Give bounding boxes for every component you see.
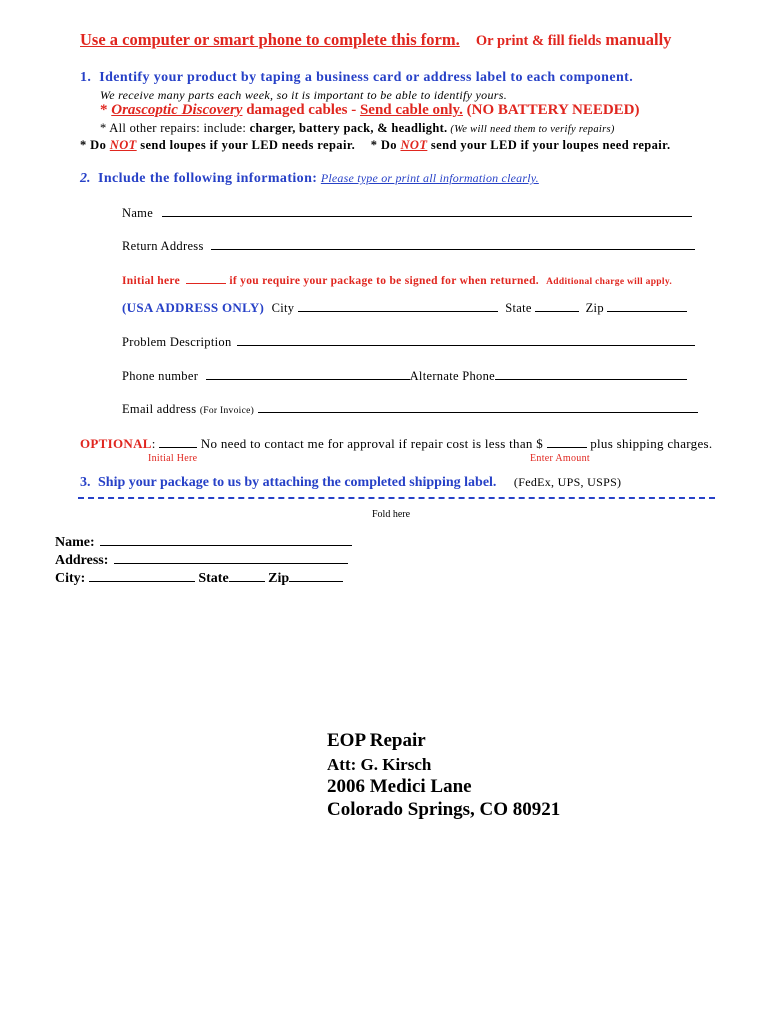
name-field-row [122,205,692,221]
state-input-line[interactable] [535,300,579,312]
ship-to-street: 2006 Medici Lane [327,776,472,797]
step3-number: 3. [80,475,91,490]
email-row [122,401,698,417]
phone-row [122,368,687,384]
header-secondary-a: Or print & fill fields [475,33,602,49]
ship-to-attention: Att: G. Kirsch [327,755,432,774]
carriers-note: (FedEx, UPS, USPS) [513,475,622,489]
initial-label: Initial here [122,275,181,287]
alternate-phone-label: Alternate Phone [409,369,495,383]
label-address-line[interactable] [114,551,348,564]
label-name-text: Name: [55,535,95,550]
name-input-line[interactable] [162,205,692,217]
step2-number: 2. [80,171,91,186]
return-address-input-line[interactable] [211,238,695,250]
optional-initial-hint: Initial Here [148,453,198,464]
fold-here-label: Fold here [372,509,411,520]
zip-input-line[interactable] [607,300,687,312]
email-invoice-note: (For Invoice) [199,406,255,416]
problem-description-row [122,334,695,350]
step1-note: We receive many parts each week, so it is important to be able to identify yours. [100,88,507,102]
label-zip-text: Zip [268,571,290,586]
label-city-line[interactable] [89,569,195,582]
label-address-row [55,551,348,569]
problem-description-label: Problem Description [122,335,232,349]
label-name-row [55,533,352,551]
city-state-zip-row [122,300,687,316]
ship-to-city-state-zip: Colorado Springs, CO 80921 [327,799,561,820]
email-label: Email address [122,402,197,416]
initial-signature-line[interactable] [186,272,226,284]
usa-address-only-label: (USA ADDRESS ONLY) [122,300,265,315]
label-zip-line[interactable] [289,569,343,582]
step2-title-text: Include the following information: [98,171,318,186]
label-name-line[interactable] [100,533,352,546]
step2-title [80,171,539,187]
email-input-line[interactable] [258,401,698,413]
step2-hint: Please type or print all information clearly. [320,171,539,185]
label-state-text: State [198,571,229,586]
optional-amount-hint: Enter Amount [530,453,590,464]
state-label: State [505,301,532,315]
led-loupe-warning: * Do NOT send loupes if your LED needs repair. * Do NOT send your LED if your loupes need repair. [80,138,671,152]
city-label: City [271,301,295,315]
cable-brand: Orascoptic Discovery [111,102,243,118]
ship-to-company: EOP Repair [327,730,426,751]
other-repairs-note: * All other repairs: include: charger, battery pack, & headlight. (We will need them to verify repairs) [100,121,615,135]
header-instruction [80,30,671,50]
cable-instruction: * Orascoptic Discovery damaged cables - Send cable only. (NO BATTERY NEEDED) [100,102,640,118]
step3-title [80,475,621,491]
initial-signature-row: Initial here if you require your package to be signed for when returned. Additional charge will apply. [122,272,672,287]
label-state-line[interactable] [229,569,265,582]
label-city-row [55,569,343,587]
header-secondary-b: manually [605,30,672,49]
city-input-line[interactable] [298,300,498,312]
label-city-text: City: [55,571,86,586]
additional-charge-note: Additional charge will apply. [546,277,673,287]
problem-description-input-line[interactable] [237,334,695,346]
step1-title [80,70,633,86]
optional-initial-line[interactable] [159,436,197,448]
optional-amount-line[interactable] [547,436,587,448]
step1-number: 1. [80,70,92,85]
name-label: Name [122,206,154,220]
fold-line [78,497,715,499]
phone-input-line[interactable] [206,368,410,380]
optional-approval-row: OPTIONAL: No need to contact me for approval if repair cost is less than $ plus shipping charges. [80,436,713,451]
optional-label: OPTIONAL [80,436,152,451]
return-address-label: Return Address [122,239,204,253]
phone-label: Phone number [122,369,199,383]
zip-label: Zip [585,301,604,315]
return-address-row [122,238,695,254]
label-address-text: Address: [55,553,109,568]
header-primary: Use a computer or smart phone to complete this form. [80,30,460,49]
step3-title-text: Ship your package to us by attaching the completed shipping label. [98,475,497,490]
step1-title-text: Identify your product by taping a business card or address label to each component. [99,70,634,85]
cable-send-only: Send cable only. [359,102,463,118]
alternate-phone-input-line[interactable] [495,368,687,380]
